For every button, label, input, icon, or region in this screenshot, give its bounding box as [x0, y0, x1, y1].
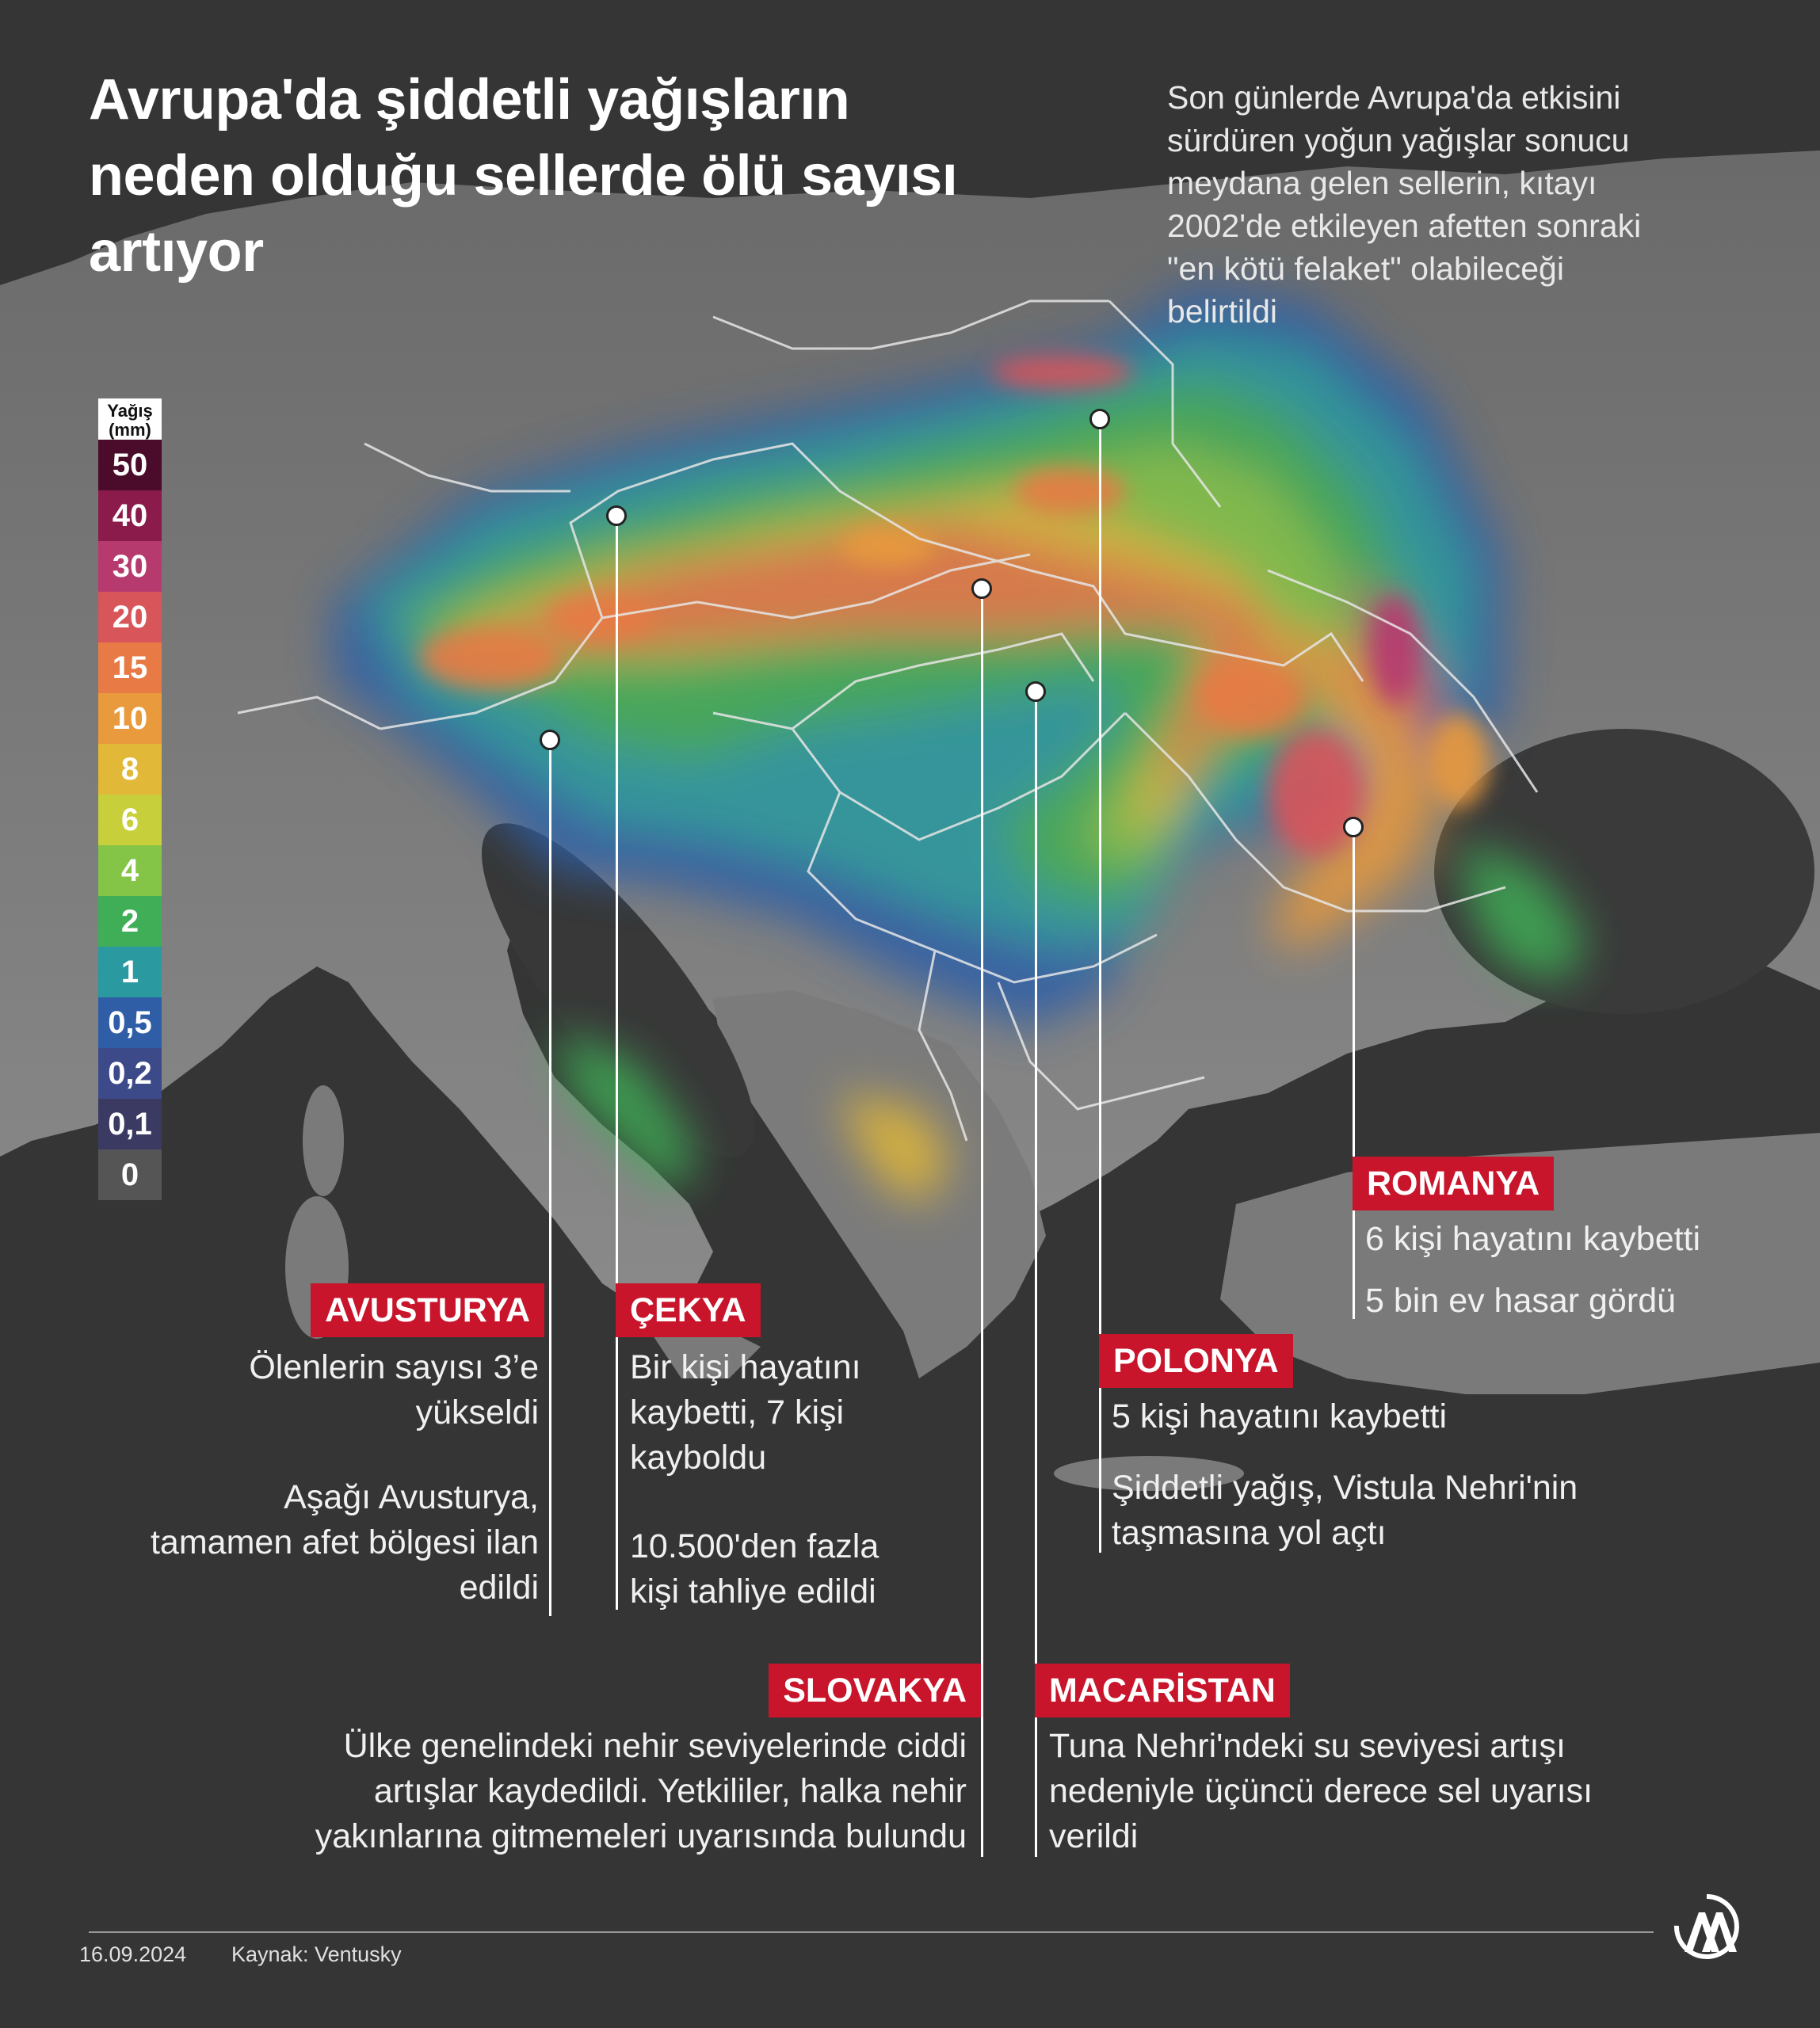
intro-line: Son günlerde Avrupa'da etkisini	[1167, 79, 1621, 116]
cekya-tag: ÇEKYA	[616, 1283, 761, 1337]
text-line: tamamen afet bölgesi ilan	[150, 1523, 539, 1561]
footer-date: 16.09.2024	[79, 1942, 187, 1966]
cekya-text-2	[630, 1524, 1074, 1614]
polonya-marker	[1089, 409, 1110, 429]
legend-swatch: 4	[98, 845, 162, 896]
text-line: taşmasına yol açtı	[1112, 1514, 1387, 1552]
polonya-text	[1112, 1394, 1746, 1439]
text-line: 5 bin ev hasar gördü	[1365, 1282, 1677, 1320]
legend-title-line: (mm)	[109, 420, 151, 440]
intro-text	[1167, 76, 1769, 333]
slovakya-marker	[971, 578, 992, 599]
intro-line: "en kötü felaket" olabileceği	[1167, 250, 1564, 287]
legend-swatch: 8	[98, 744, 162, 795]
legend-swatch: 0,5	[98, 997, 162, 1048]
text-line: yakınlarına gitmemeleri uyarısında bulundu	[315, 1817, 967, 1855]
intro-line: sürdüren yoğun yağışlar sonucu	[1167, 122, 1630, 158]
corsica	[303, 1085, 344, 1196]
romanya-connector	[1353, 828, 1355, 1319]
macaristan-marker	[1025, 681, 1046, 702]
footer-source: Kaynak: Ventusky	[231, 1942, 402, 1966]
romanya-text-2	[1365, 1279, 1809, 1324]
legend-swatch: 0,2	[98, 1048, 162, 1099]
slovakya-connector	[981, 589, 983, 1857]
text-line: Tuna Nehri'ndeki su seviyesi artışı	[1049, 1727, 1566, 1765]
text-line: Ülke genelindeki nehir seviyelerinde ciddi	[343, 1727, 967, 1765]
text-line: nedeniyle üçüncü derece sel uyarısı	[1049, 1772, 1593, 1810]
legend-title-line: Yağış	[107, 401, 153, 421]
legend-swatch: 6	[98, 795, 162, 845]
legend-swatch: 15	[98, 642, 162, 693]
text-line: Ölenlerin sayısı 3’e	[249, 1348, 539, 1386]
legend-swatch: 0	[98, 1149, 162, 1200]
legend-swatch: 1	[98, 947, 162, 997]
intro-line: 2002'de etkileyen afetten sonraki	[1167, 208, 1642, 244]
legend-swatch: 10	[98, 693, 162, 744]
text-line: 10.500'den fazla	[630, 1527, 879, 1565]
legend-swatch: 2	[98, 896, 162, 947]
legend-swatch: 20	[98, 592, 162, 642]
avusturya-connector	[549, 741, 551, 1616]
intro-line: meydana gelen sellerin, kıtayı	[1167, 165, 1597, 201]
avusturya-text-2	[48, 1475, 539, 1611]
legend-swatch: 40	[98, 490, 162, 541]
legend-title	[98, 398, 162, 440]
avusturya-text	[48, 1345, 539, 1435]
macaristan-tag: MACARİSTAN	[1035, 1664, 1290, 1717]
footer-divider	[89, 1931, 1654, 1933]
text-line: 5 kişi hayatını kaybetti	[1112, 1397, 1448, 1435]
text-line: kişi tahliye edildi	[630, 1572, 876, 1611]
polonya-text-2	[1112, 1466, 1746, 1556]
macaristan-text	[1049, 1724, 1762, 1859]
title-line: Avrupa'da şiddetli yağışların	[89, 68, 850, 132]
precipitation-legend	[98, 398, 162, 1200]
text-line: edildi	[459, 1569, 539, 1607]
text-line: artışlar kaydedildi. Yetkililer, halka nehir	[373, 1772, 967, 1810]
text-line: Aşağı Avusturya,	[284, 1478, 539, 1516]
romanya-marker	[1343, 817, 1364, 837]
romanya-tag: ROMANYA	[1353, 1157, 1554, 1210]
intro-line: belirtildi	[1167, 293, 1277, 330]
text-line: Şiddetli yağış, Vistula Nehri'nin	[1112, 1469, 1578, 1507]
cekya-marker	[606, 505, 627, 526]
text-line: kaybetti, 7 kişi	[630, 1393, 845, 1431]
text-line: yükseldi	[415, 1393, 539, 1431]
text-line: kayboldu	[630, 1439, 767, 1477]
title-line: artıyor	[89, 220, 264, 284]
text-line: 6 kişi hayatını kaybetti	[1365, 1220, 1701, 1258]
avusturya-marker	[540, 730, 560, 750]
text-line: verildi	[1049, 1817, 1139, 1855]
cekya-connector	[616, 517, 618, 1610]
agency-logo	[1673, 1893, 1740, 1960]
legend-swatch: 0,1	[98, 1099, 162, 1149]
text-line: Bir kişi hayatını	[630, 1348, 861, 1386]
page-title	[89, 62, 1119, 290]
slovakya-text	[206, 1724, 967, 1859]
cekya-text	[630, 1345, 1074, 1481]
legend-swatch: 50	[98, 440, 162, 490]
avusturya-tag: AVUSTURYA	[311, 1283, 544, 1337]
romanya-text	[1365, 1217, 1809, 1262]
legend-swatch: 30	[98, 541, 162, 592]
title-line: neden olduğu sellerde ölü sayısı	[89, 144, 958, 208]
polonya-tag: POLONYA	[1099, 1334, 1293, 1388]
slovakya-tag: SLOVAKYA	[769, 1664, 981, 1717]
